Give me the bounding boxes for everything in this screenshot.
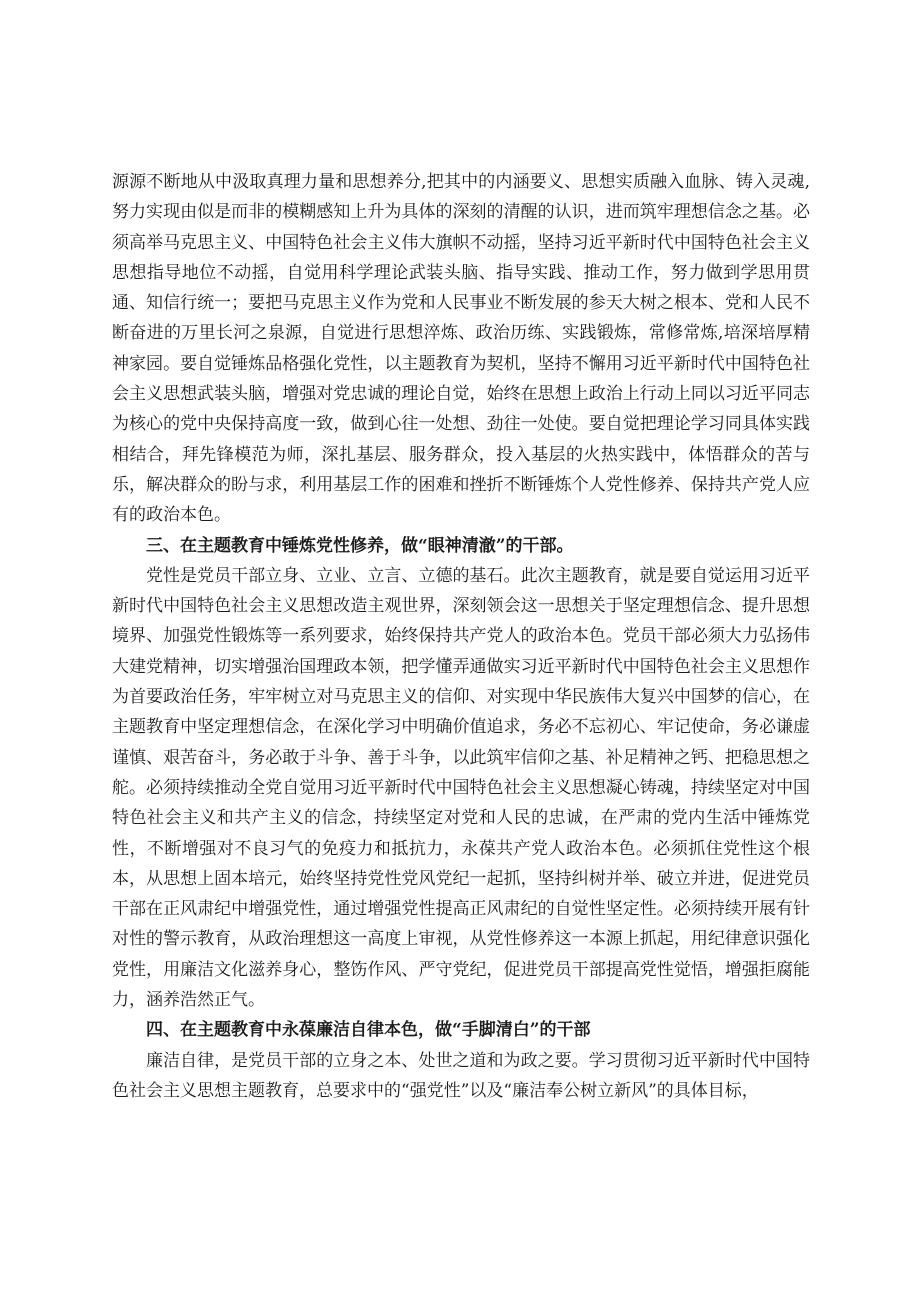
section-heading: 四、在主题教育中永葆廉洁自律本色，做“手脚清白”的干部 — [146, 1020, 591, 1041]
document-body — [112, 167, 810, 1106]
body-paragraph: 源源不断地从中汲取真理力量和思想养分,把其中的内涵要义、思想实质融入血脉、铸入灵魂,努力实现由似是而非的模糊感知上升为具体的深刻的清醒的认识，进而筑牢理想信念之基。必须高举马克思主义、中国特色社会主义伟大旗帜不动摇，坚持习近平新时代中国特色社会主义思想指导地位不动摇，自觉用科学理论武装头脑、指导实践、推动工作，努力做到学思用贯通、知信行统一；要把马克思主义作为党和人民事业不断发展的参天大树之根本、党和人民不断奋进的万里长河之泉源，自觉进行思想淬炼、政治历练、实践锻炼，常修常炼,培深培厚精神家园。要自觉锤炼品格强化党性，以主题教育为契机，坚持不懈用习近平新时代中国特色社会主义思想武装头脑，增强对党忠诚的理论自觉，始终在思想上政治上行动上同以习近平同志为核心的党中央保持高度一致，做到心往一处想、劲往一处使。要自觉把理论学习同具体实践相结合，拜先锋模范为师，深扎基层、服务群众，投入基层的火热实践中，体悟群众的苦与乐，解决群众的盼与求，利用基层工作的困难和挫折不断锤炼个人党性修养、保持共产党人应有的政治本色。 — [112, 172, 810, 526]
section-heading: 三、在主题教育中锤炼党性修养，做“眼神清澈”的干部。 — [146, 535, 574, 556]
body-paragraph: 党性是党员干部立身、立业、立言、立德的基石。此次主题教育，就是要自觉运用习近平新时代中国特色社会主义思想改造主观世界，深刻领会这一思想关于坚定理想信念、提升思想境界、加强党性锻炼等一系列要求，始终保持共产党人的政治本色。党员干部必须大力弘扬伟大建党精神，切实增强治国理政本领，把学懂弄通做实习近平新时代中国特色社会主义思想作为首要政治任务，牢牢树立对马克思主义的信仰、对实现中华民族伟大复兴中国梦的信心，在主题教育中坚定理想信念，在深化学习中明确价值追求，务必不忘初心、牢记使命，务必谦虚谨慎、艰苦奋斗，务必敢于斗争、善于斗争，以此筑牢信仰之基、补足精神之钙、把稳思想之舵。必须持续推动全党自觉用习近平新时代中国特色社会主义思想凝心铸魂，持续坚定对中国特色社会主义和共产主义的信念，持续坚定对党和人民的忠诚，在严肃的党内生活中锤炼党性，不断增强对不良习气的免疫力和抵抗力，永葆共产党人政治本色。必须抓住党性这个根本，从思想上固本培元，始终坚持党性党风党纪一起抓，坚持纠树并举、破立并进，促进党员干部在正风肃纪中增强党性，通过增强党性提高正风肃纪的自觉性坚定性。必须持续开展有针对性的警示教育，从政治理想这一高度上审视，从党性修养这一本源上抓起，用纪律意识强化党性，用廉洁文化滋养身心，整饬作风、严守党纪，促进党员干部提高党性觉悟，增强拒腐能力，涵养浩然正气。 — [112, 565, 810, 1011]
body-paragraph: 廉洁自律，是党员干部的立身之本、处世之道和为政之要。学习贯彻习近平新时代中国特色社会主义思想主题教育，总要求中的“强党性”以及“廉洁奉公树立新风”的具体目标， — [112, 1050, 810, 1101]
